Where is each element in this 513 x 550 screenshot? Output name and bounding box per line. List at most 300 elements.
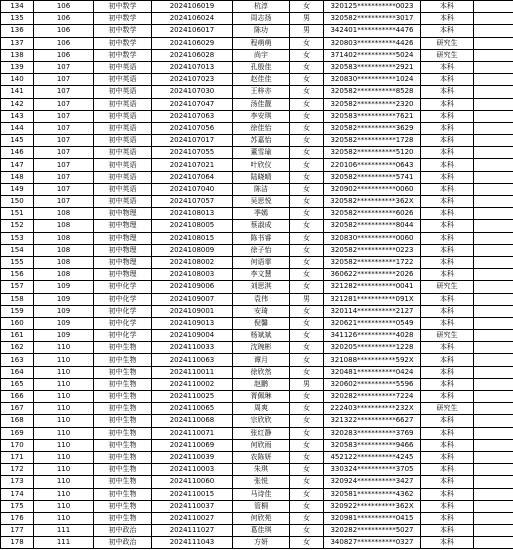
id-number-cell: 360622***********2026 [324, 269, 421, 281]
education-cell: 研究生 [421, 49, 474, 61]
group-code-cell: 109 [34, 293, 94, 305]
exam-id-cell: 2024110060 [152, 476, 233, 488]
education-cell: 本科 [421, 244, 474, 256]
table-row [1, 354, 513, 366]
subject-cell: 初中数学 [94, 25, 152, 37]
education-cell: 本科 [421, 98, 474, 110]
remark-cell [474, 1, 513, 13]
gender-cell: 女 [290, 305, 324, 317]
id-number-cell: 371402***********5024 [324, 49, 421, 61]
id-number-cell: 320583***********9466 [324, 439, 421, 451]
remark-cell [474, 159, 513, 171]
exam-id-cell: 2024109007 [152, 293, 233, 305]
group-code-cell: 110 [34, 488, 94, 500]
group-code-cell: 106 [34, 13, 94, 25]
gender-cell: 女 [290, 232, 324, 244]
remark-cell [474, 135, 513, 147]
remark-cell [474, 354, 513, 366]
exam-id-cell: 2024108002 [152, 256, 233, 268]
remark-cell [474, 122, 513, 134]
group-code-cell: 108 [34, 220, 94, 232]
subject-cell: 初中化学 [94, 293, 152, 305]
candidate-name-cell: 陈洁 [233, 183, 290, 195]
education-cell: 本科 [421, 256, 474, 268]
education-cell: 本科 [421, 220, 474, 232]
id-number-cell: 320282***********5027 [324, 525, 421, 537]
gender-cell: 女 [290, 135, 324, 147]
education-cell: 本科 [421, 122, 474, 134]
education-cell: 本科 [421, 366, 474, 378]
candidate-name-cell: 农陈妍 [233, 451, 290, 463]
gender-cell: 女 [290, 98, 324, 110]
table-row [1, 256, 513, 268]
subject-cell: 初中英语 [94, 86, 152, 98]
candidate-name-cell: 张红静 [233, 427, 290, 439]
gender-cell: 女 [290, 159, 324, 171]
candidate-name-cell: 徐欣然 [233, 366, 290, 378]
subject-cell: 初中生物 [94, 439, 152, 451]
id-number-cell: 320830***********0060 [324, 232, 421, 244]
exam-id-cell: 2024110068 [152, 415, 233, 427]
remark-cell [474, 232, 513, 244]
group-code-cell: 108 [34, 269, 94, 281]
education-cell: 研究生 [421, 281, 474, 293]
candidate-name-cell: 何语霏 [233, 256, 290, 268]
remark-cell [474, 61, 513, 73]
candidate-name-cell: 倪馨 [233, 317, 290, 329]
row-number-cell: 161 [1, 330, 34, 342]
gender-cell: 女 [290, 451, 324, 463]
table-row [1, 147, 513, 159]
exam-id-cell: 2024110027 [152, 512, 233, 524]
remark-cell [474, 269, 513, 281]
education-cell: 本科 [421, 61, 474, 73]
exam-id-cell: 2024111027 [152, 525, 233, 537]
id-number-cell: 320582***********1722 [324, 256, 421, 268]
group-code-cell: 107 [34, 98, 94, 110]
row-number-cell: 165 [1, 378, 34, 390]
education-cell: 本科 [421, 439, 474, 451]
gender-cell: 女 [290, 86, 324, 98]
group-code-cell: 107 [34, 159, 94, 171]
row-number-cell: 153 [1, 232, 34, 244]
subject-cell: 初中物理 [94, 208, 152, 220]
candidate-name-cell: 杭淳 [233, 1, 290, 13]
education-cell: 研究生 [421, 37, 474, 49]
id-number-cell: 341126***********4028 [324, 330, 421, 342]
id-number-cell: 321322***********6627 [324, 415, 421, 427]
table-row [1, 391, 513, 403]
group-code-cell: 109 [34, 317, 94, 329]
gender-cell: 女 [290, 403, 324, 415]
education-cell: 本科 [421, 427, 474, 439]
candidate-name-cell: 葛佳琪 [233, 525, 290, 537]
group-code-cell: 110 [34, 451, 94, 463]
id-number-cell: 342401***********4476 [324, 25, 421, 37]
candidate-name-cell: 陈功 [233, 25, 290, 37]
education-cell: 研究生 [421, 330, 474, 342]
row-number-cell: 142 [1, 98, 34, 110]
gender-cell: 女 [290, 354, 324, 366]
table-row [1, 500, 513, 512]
gender-cell: 女 [290, 366, 324, 378]
subject-cell: 初中生物 [94, 391, 152, 403]
education-cell: 本科 [421, 342, 474, 354]
subject-cell: 初中化学 [94, 305, 152, 317]
remark-cell [474, 378, 513, 390]
remark-cell [474, 415, 513, 427]
exam-id-cell: 2024109006 [152, 281, 233, 293]
id-number-cell: 320582***********0223 [324, 244, 421, 256]
gender-cell: 女 [290, 317, 324, 329]
table-row [1, 512, 513, 524]
row-number-cell: 177 [1, 525, 34, 537]
subject-cell: 初中生物 [94, 342, 152, 354]
group-code-cell: 107 [34, 147, 94, 159]
id-number-cell: 320902***********0060 [324, 183, 421, 195]
subject-cell: 初中生物 [94, 354, 152, 366]
candidate-name-cell: 何欣雨 [233, 439, 290, 451]
table-row [1, 135, 513, 147]
row-number-cell: 151 [1, 208, 34, 220]
subject-cell: 初中数学 [94, 49, 152, 61]
gender-cell: 女 [290, 37, 324, 49]
remark-cell [474, 537, 513, 549]
exam-id-cell: 2024107055 [152, 147, 233, 159]
exam-id-cell: 2024109004 [152, 330, 233, 342]
table-row [1, 281, 513, 293]
table-row [1, 415, 513, 427]
row-number-cell: 152 [1, 220, 34, 232]
education-cell: 本科 [421, 269, 474, 281]
candidate-name-cell: 马诗佳 [233, 488, 290, 500]
remark-cell [474, 37, 513, 49]
subject-cell: 初中生物 [94, 464, 152, 476]
education-cell: 本科 [421, 451, 474, 463]
row-number-cell: 174 [1, 488, 34, 500]
candidate-name-cell: 程萌萌 [233, 37, 290, 49]
exam-id-cell: 2024107056 [152, 122, 233, 134]
candidate-name-cell: 汤佳靓 [233, 98, 290, 110]
gender-cell: 男 [290, 25, 324, 37]
remark-cell [474, 208, 513, 220]
id-number-cell: 320582***********5741 [324, 171, 421, 183]
id-number-cell: 320582***********8044 [324, 220, 421, 232]
exam-id-cell: 2024106017 [152, 25, 233, 37]
id-number-cell: 321282***********0041 [324, 281, 421, 293]
subject-cell: 初中生物 [94, 427, 152, 439]
id-number-cell: 320582***********1728 [324, 135, 421, 147]
row-number-cell: 155 [1, 256, 34, 268]
candidate-name-cell: 孔殷佳 [233, 61, 290, 73]
candidate-name-cell: 何欣苑 [233, 512, 290, 524]
remark-cell [474, 171, 513, 183]
subject-cell: 初中政治 [94, 537, 152, 549]
gender-cell: 女 [290, 74, 324, 86]
table-row [1, 98, 513, 110]
gender-cell: 女 [290, 391, 324, 403]
id-number-cell: 320981***********0415 [324, 512, 421, 524]
subject-cell: 初中数学 [94, 13, 152, 25]
group-code-cell: 107 [34, 183, 94, 195]
remark-cell [474, 305, 513, 317]
subject-cell: 初中物理 [94, 269, 152, 281]
exam-id-cell: 2024107030 [152, 86, 233, 98]
exam-id-cell: 2024107040 [152, 183, 233, 195]
group-code-cell: 109 [34, 305, 94, 317]
candidate-name-cell: 董雪瑜 [233, 147, 290, 159]
id-number-cell: 222403***********232X [324, 403, 421, 415]
row-number-cell: 145 [1, 135, 34, 147]
row-number-cell: 137 [1, 37, 34, 49]
education-cell: 本科 [421, 415, 474, 427]
subject-cell: 初中生物 [94, 415, 152, 427]
education-cell: 本科 [421, 74, 474, 86]
education-cell: 本科 [421, 317, 474, 329]
table-row [1, 49, 513, 61]
gender-cell: 女 [290, 537, 324, 549]
exam-id-cell: 2024108015 [152, 232, 233, 244]
exam-id-cell: 2024109013 [152, 317, 233, 329]
candidate-name-cell: 王梓亦 [233, 86, 290, 98]
group-code-cell: 110 [34, 391, 94, 403]
gender-cell: 女 [290, 110, 324, 122]
remark-cell [474, 317, 513, 329]
row-number-cell: 159 [1, 305, 34, 317]
gender-cell: 女 [290, 269, 324, 281]
table-row [1, 183, 513, 195]
id-number-cell: 320582***********8528 [324, 86, 421, 98]
gender-cell: 女 [290, 439, 324, 451]
id-number-cell: 320583***********2921 [324, 61, 421, 73]
subject-cell: 初中生物 [94, 500, 152, 512]
candidate-name-cell: 蔡淑成 [233, 220, 290, 232]
education-cell: 本科 [421, 25, 474, 37]
table-row [1, 378, 513, 390]
id-number-cell: 320582***********6026 [324, 208, 421, 220]
group-code-cell: 107 [34, 61, 94, 73]
remark-cell [474, 244, 513, 256]
id-number-cell: 320114***********2127 [324, 305, 421, 317]
exam-id-cell: 2024108003 [152, 269, 233, 281]
subject-cell: 初中生物 [94, 403, 152, 415]
group-code-cell: 110 [34, 366, 94, 378]
education-cell: 本科 [421, 171, 474, 183]
remark-cell [474, 98, 513, 110]
id-number-cell: 320581***********4362 [324, 488, 421, 500]
group-code-cell: 110 [34, 354, 94, 366]
exam-id-cell: 2024110071 [152, 427, 233, 439]
row-number-cell: 164 [1, 366, 34, 378]
subject-cell: 初中数学 [94, 1, 152, 13]
group-code-cell: 106 [34, 25, 94, 37]
row-number-cell: 138 [1, 49, 34, 61]
row-number-cell: 168 [1, 415, 34, 427]
group-code-cell: 108 [34, 256, 94, 268]
group-code-cell: 110 [34, 403, 94, 415]
remark-cell [474, 476, 513, 488]
row-number-cell: 143 [1, 110, 34, 122]
row-number-cell: 136 [1, 25, 34, 37]
table-row [1, 488, 513, 500]
subject-cell: 初中物理 [94, 244, 152, 256]
candidate-name-cell: 李文慧 [233, 269, 290, 281]
remark-cell [474, 183, 513, 195]
subject-cell: 初中政治 [94, 525, 152, 537]
remark-cell [474, 281, 513, 293]
candidate-name-cell: 季嫣 [233, 208, 290, 220]
id-number-cell: 320125***********0023 [324, 1, 421, 13]
subject-cell: 初中生物 [94, 512, 152, 524]
subject-cell: 初中英语 [94, 183, 152, 195]
row-number-cell: 170 [1, 439, 34, 451]
row-number-cell: 157 [1, 281, 34, 293]
table-row [1, 464, 513, 476]
exam-id-cell: 2024110025 [152, 391, 233, 403]
table-row [1, 317, 513, 329]
table-row [1, 330, 513, 342]
education-cell: 本科 [421, 1, 474, 13]
gender-cell: 女 [290, 208, 324, 220]
exam-id-cell: 2024110063 [152, 354, 233, 366]
gender-cell: 女 [290, 244, 324, 256]
exam-id-cell: 2024111043 [152, 537, 233, 549]
row-number-cell: 150 [1, 196, 34, 208]
id-number-cell: 320582***********362X [324, 196, 421, 208]
group-code-cell: 109 [34, 281, 94, 293]
remark-cell [474, 451, 513, 463]
candidate-name-cell: 赵鹏 [233, 378, 290, 390]
group-code-cell: 107 [34, 135, 94, 147]
group-code-cell: 110 [34, 415, 94, 427]
subject-cell: 初中化学 [94, 330, 152, 342]
exam-id-cell: 2024107021 [152, 159, 233, 171]
gender-cell: 女 [290, 500, 324, 512]
remark-cell [474, 25, 513, 37]
group-code-cell: 106 [34, 49, 94, 61]
id-number-cell: 320583***********7621 [324, 110, 421, 122]
group-code-cell: 108 [34, 208, 94, 220]
remark-cell [474, 147, 513, 159]
gender-cell: 女 [290, 415, 324, 427]
candidate-name-cell: 叶欣仪 [233, 159, 290, 171]
table-row [1, 61, 513, 73]
table-row [1, 110, 513, 122]
gender-cell: 女 [290, 147, 324, 159]
education-cell: 本科 [421, 183, 474, 195]
group-code-cell: 110 [34, 427, 94, 439]
exam-id-cell: 2024108009 [152, 244, 233, 256]
remark-cell [474, 464, 513, 476]
exam-id-cell: 2024107057 [152, 196, 233, 208]
group-code-cell: 110 [34, 378, 94, 390]
subject-cell: 初中英语 [94, 196, 152, 208]
remark-cell [474, 220, 513, 232]
group-code-cell: 107 [34, 74, 94, 86]
exam-id-cell: 2024106028 [152, 49, 233, 61]
row-number-cell: 160 [1, 317, 34, 329]
group-code-cell: 108 [34, 232, 94, 244]
gender-cell: 女 [290, 61, 324, 73]
education-cell: 本科 [421, 525, 474, 537]
group-code-cell: 110 [34, 476, 94, 488]
id-number-cell: 320582***********5120 [324, 147, 421, 159]
exam-id-cell: 2024110069 [152, 439, 233, 451]
exam-id-cell: 2024110037 [152, 500, 233, 512]
subject-cell: 初中生物 [94, 366, 152, 378]
candidate-name-cell: 周志扬 [233, 13, 290, 25]
education-cell: 本科 [421, 147, 474, 159]
row-number-cell: 162 [1, 342, 34, 354]
education-cell: 本科 [421, 378, 474, 390]
education-cell: 本科 [421, 196, 474, 208]
subject-cell: 初中物理 [94, 256, 152, 268]
education-cell: 本科 [421, 476, 474, 488]
gender-cell: 男 [290, 13, 324, 25]
candidate-name-cell: 陈书睿 [233, 232, 290, 244]
subject-cell: 初中英语 [94, 110, 152, 122]
subject-cell: 初中生物 [94, 451, 152, 463]
table-row [1, 537, 513, 549]
row-number-cell: 158 [1, 293, 34, 305]
id-number-cell: 320582***********3629 [324, 122, 421, 134]
roster-body [1, 1, 513, 549]
candidate-name-cell: 管桐 [233, 500, 290, 512]
gender-cell: 女 [290, 281, 324, 293]
table-row [1, 25, 513, 37]
row-number-cell: 176 [1, 512, 34, 524]
exam-id-cell: 2024110003 [152, 464, 233, 476]
row-number-cell: 140 [1, 74, 34, 86]
gender-cell: 女 [290, 183, 324, 195]
candidate-name-cell: 吴思悦 [233, 196, 290, 208]
exam-id-cell: 2024107064 [152, 171, 233, 183]
gender-cell: 女 [290, 330, 324, 342]
id-number-cell: 320481***********0424 [324, 366, 421, 378]
subject-cell: 初中生物 [94, 378, 152, 390]
id-number-cell: 320621***********0549 [324, 317, 421, 329]
education-cell: 本科 [421, 488, 474, 500]
group-code-cell: 109 [34, 330, 94, 342]
education-cell: 本科 [421, 208, 474, 220]
subject-cell: 初中英语 [94, 74, 152, 86]
exam-id-cell: 2024106019 [152, 1, 233, 13]
exam-id-cell: 2024107047 [152, 98, 233, 110]
id-number-cell: 320602***********5596 [324, 378, 421, 390]
remark-cell [474, 256, 513, 268]
group-code-cell: 107 [34, 122, 94, 134]
id-number-cell: 321281***********091X [324, 293, 421, 305]
exam-id-cell: 2024106029 [152, 37, 233, 49]
gender-cell: 女 [290, 49, 324, 61]
education-cell: 本科 [421, 500, 474, 512]
exam-id-cell: 2024107013 [152, 61, 233, 73]
candidate-name-cell: 杨斌斌 [233, 330, 290, 342]
table-row [1, 525, 513, 537]
exam-id-cell: 2024110002 [152, 378, 233, 390]
group-code-cell: 110 [34, 342, 94, 354]
table-row [1, 451, 513, 463]
education-cell: 本科 [421, 135, 474, 147]
subject-cell: 初中生物 [94, 476, 152, 488]
row-number-cell: 134 [1, 1, 34, 13]
candidate-name-cell: 宗欣欣 [233, 415, 290, 427]
gender-cell: 女 [290, 464, 324, 476]
id-number-cell: 320924***********3427 [324, 476, 421, 488]
remark-cell [474, 366, 513, 378]
gender-cell: 女 [290, 427, 324, 439]
row-number-cell: 148 [1, 171, 34, 183]
